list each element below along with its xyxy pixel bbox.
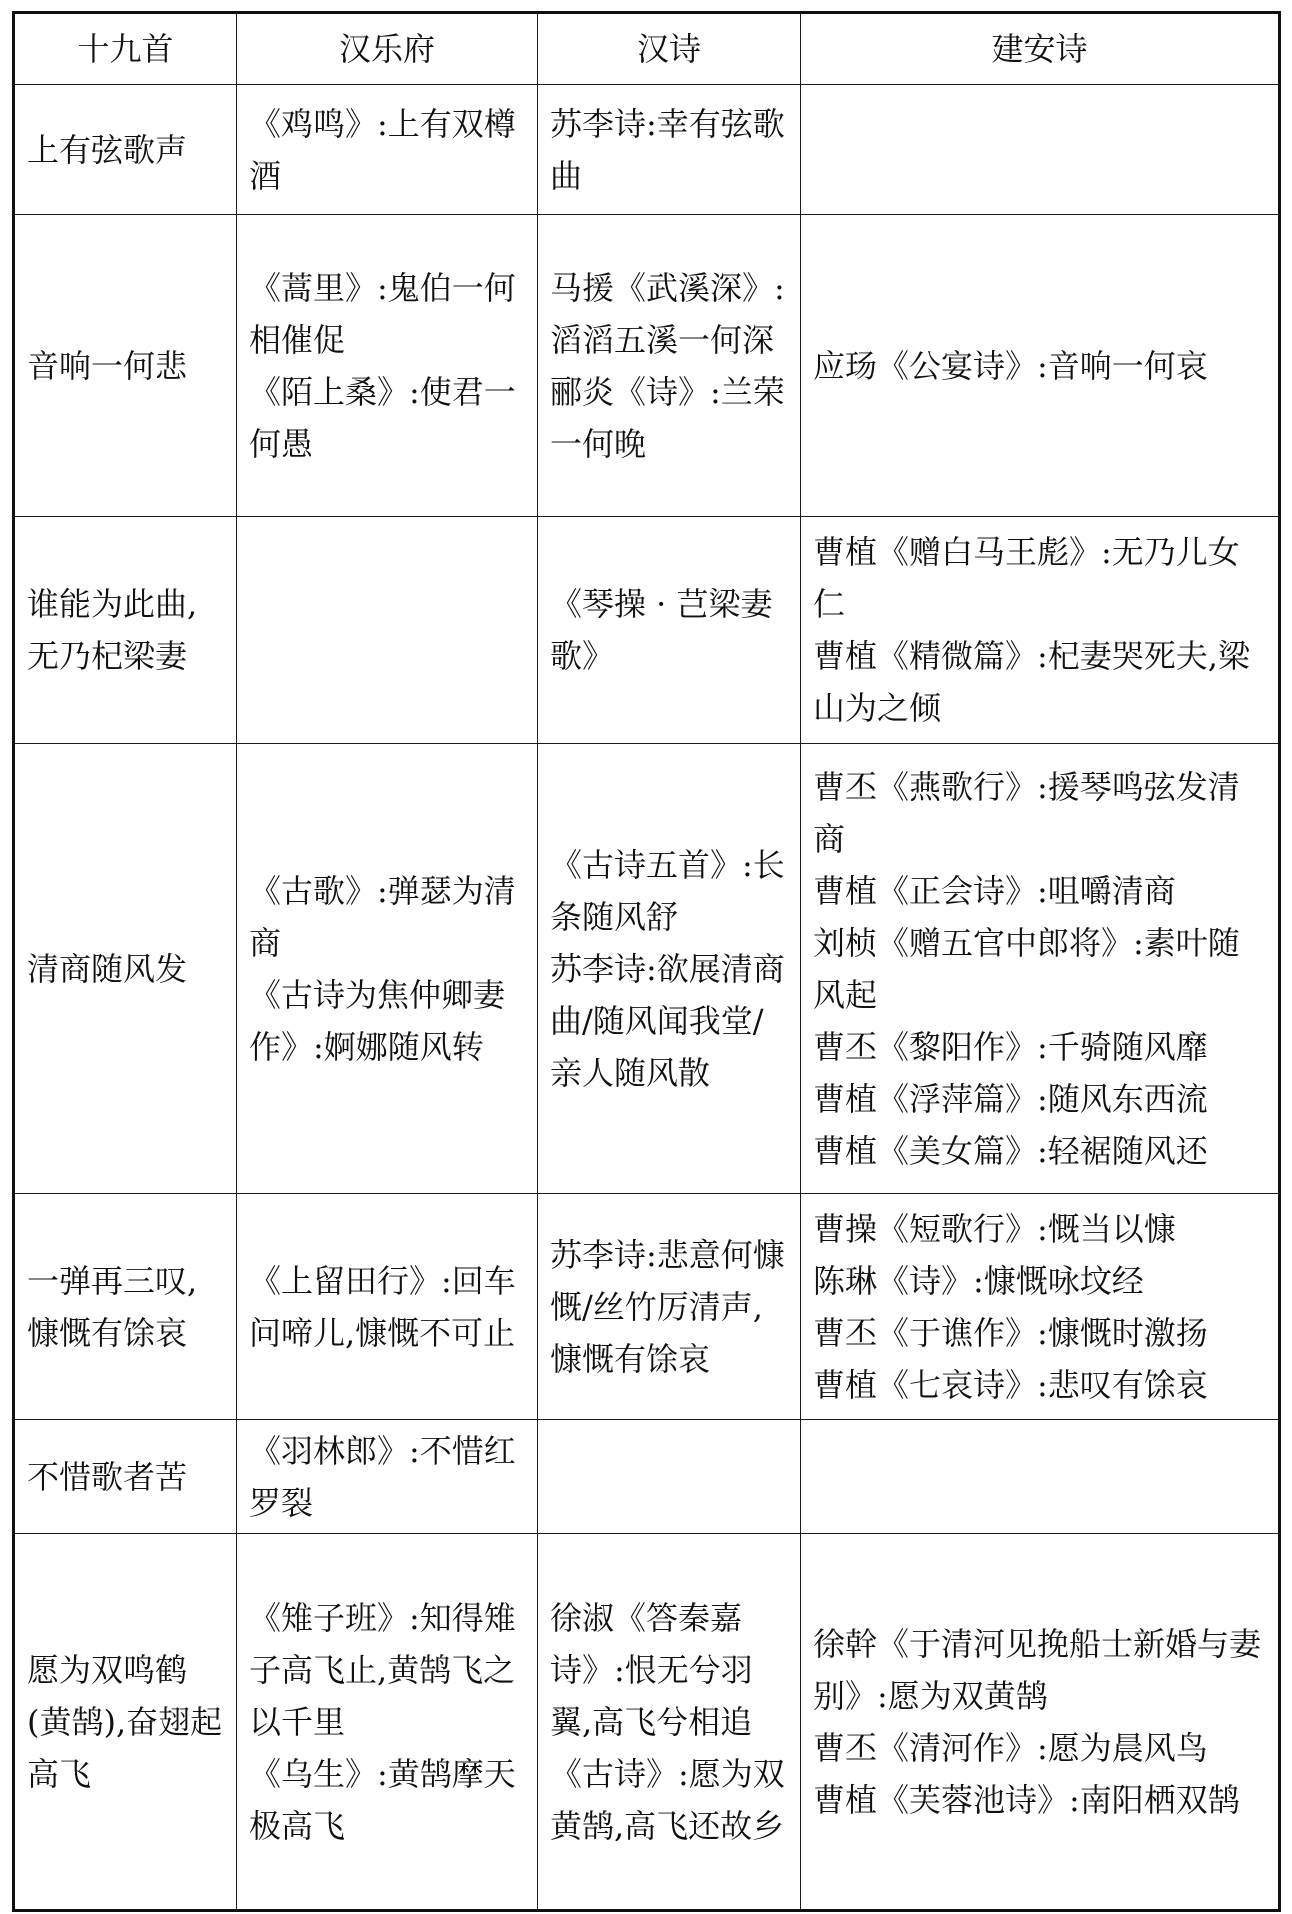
cell-line: 《古诗五首》:长条随风舒 [550, 845, 785, 936]
jianan-shi-cell [801, 85, 1280, 215]
cell-line: 应玚《公宴诗》:音响一何哀 [813, 346, 1208, 385]
cell-line: 一弹再三叹,慷慨有馀哀 [27, 1261, 198, 1352]
header-cell-hanshi: 汉诗 [538, 13, 801, 85]
header-cell-jiananshi: 建安诗 [801, 13, 1280, 85]
header-cell-hanyuefu: 汉乐府 [237, 13, 538, 85]
table-row [14, 85, 1280, 215]
cell-line: 音响一何悲 [27, 346, 188, 385]
cell-line: 《陌上桑》:使君一何愚 [249, 372, 516, 463]
header-row [14, 13, 1280, 85]
han-shi-cell [538, 1534, 801, 1911]
cell-line: 《雉子班》:知得雉子高飞止,黄鹄飞之以千里 [249, 1598, 516, 1741]
han-shi-cell [538, 215, 801, 517]
han-shi-cell [538, 1420, 801, 1534]
jianan-shi-cell [801, 1420, 1280, 1534]
poem-line-cell [14, 517, 237, 744]
comparison-table [12, 11, 1281, 1912]
han-shi-cell [538, 744, 801, 1194]
cell-line: 曹植《浮萍篇》:随风东西流 [813, 1079, 1208, 1118]
cell-line: 苏李诗:悲意何慷慨/丝竹厉清声,慷慨有馀哀 [550, 1235, 785, 1378]
cell-line: 曹植《美女篇》:轻裾随风还 [813, 1131, 1208, 1170]
cell-line: 陈琳《诗》:慷慨咏坟经 [813, 1261, 1144, 1300]
cell-line: 曹丕《清河作》:愿为晨风鸟 [813, 1728, 1208, 1767]
poem-line-cell [14, 744, 237, 1194]
cell-line: 《蒿里》:鬼伯一何相催促 [249, 268, 516, 359]
cell-line: 刘桢《赠五官中郎将》:素叶随风起 [813, 923, 1240, 1014]
cell-line: 曹丕《燕歌行》:援琴鸣弦发清商 [813, 767, 1240, 858]
cell-line: 徐幹《于清河见挽船士新婚与妻别》:愿为双黄鹄 [813, 1624, 1262, 1715]
cell-line: 清商随风发 [27, 949, 188, 988]
jianan-shi-cell [801, 1194, 1280, 1420]
cell-line: 苏李诗:欲展清商曲/随风闻我堂/亲人随风散 [550, 949, 785, 1092]
cell-line: 上有弦歌声 [27, 130, 188, 169]
cell-line: 曹操《短歌行》:慨当以慷 [813, 1209, 1176, 1248]
table-row [14, 215, 1280, 517]
table-row [14, 1194, 1280, 1420]
han-shi-cell [538, 85, 801, 215]
han-yuefu-cell [237, 1420, 538, 1534]
cell-line: 《琴操 · 芑梁妻歌》 [550, 585, 773, 675]
jianan-shi-cell [801, 215, 1280, 517]
cell-line: 曹植《精微篇》:杞妻哭死夫,梁山为之倾 [813, 637, 1250, 727]
cell-line: 曹植《赠白马王彪》:无乃儿女仁 [813, 533, 1240, 623]
table-row [14, 1534, 1280, 1911]
poem-line-cell [14, 1534, 237, 1911]
cell-line: 曹植《七哀诗》:悲叹有馀哀 [813, 1365, 1208, 1404]
cell-line: 曹植《正会诗》:咀嚼清商 [813, 871, 1176, 910]
jianan-shi-cell [801, 744, 1280, 1194]
cell-line: 曹丕《黎阳作》:千骑随风靡 [813, 1027, 1208, 1066]
cell-line: 苏李诗:幸有弦歌曲 [550, 104, 785, 195]
han-yuefu-cell [237, 85, 538, 215]
cell-line: 曹植《芙蓉池诗》:南阳栖双鹄 [813, 1780, 1240, 1819]
poem-line-cell [14, 215, 237, 517]
han-shi-cell [538, 1194, 801, 1420]
cell-line: 《古诗为焦仲卿妻作》:婀娜随风转 [249, 975, 506, 1066]
cell-line: 马援《武溪深》:滔滔五溪一何深 [550, 268, 785, 359]
poem-line-cell [14, 1420, 237, 1534]
table-row [14, 744, 1280, 1194]
cell-line: 徐淑《答秦嘉诗》:恨无兮羽翼,高飞兮相追 [550, 1598, 753, 1741]
poem-line-cell [14, 85, 237, 215]
cell-line: 不惜歌者苦 [27, 1457, 188, 1496]
jianan-shi-cell [801, 517, 1280, 744]
cell-line: 曹丕《于谯作》:慷慨时激扬 [813, 1313, 1208, 1352]
han-yuefu-cell [237, 744, 538, 1194]
jianan-shi-cell [801, 1534, 1280, 1911]
han-yuefu-cell [237, 1194, 538, 1420]
table-row [14, 517, 1280, 744]
cell-line: 谁能为此曲,无乃杞梁妻 [27, 585, 198, 675]
han-yuefu-cell [237, 1534, 538, 1911]
cell-line: 郦炎《诗》:兰荣一何晚 [550, 372, 785, 463]
cell-line: 《上留田行》:回车问啼儿,慷慨不可止 [249, 1261, 516, 1352]
poem-line-cell [14, 1194, 237, 1420]
han-yuefu-cell [237, 215, 538, 517]
han-shi-cell [538, 517, 801, 744]
cell-line: 《羽林郎》:不惜红罗裂 [249, 1431, 516, 1522]
cell-line: 《古诗》:愿为双黄鹄,高飞还故乡 [550, 1754, 785, 1845]
han-yuefu-cell [237, 517, 538, 744]
cell-line: 《乌生》:黄鹄摩天极高飞 [249, 1754, 516, 1845]
cell-line: 《鸡鸣》:上有双樽酒 [249, 104, 516, 195]
table-row [14, 1420, 1280, 1534]
cell-line: 《古歌》:弹瑟为清商 [249, 871, 516, 962]
cell-line: 愿为双鸣鹤(黄鹄),奋翅起高飞 [27, 1650, 223, 1793]
header-cell-shijiushou: 十九首 [14, 13, 237, 85]
